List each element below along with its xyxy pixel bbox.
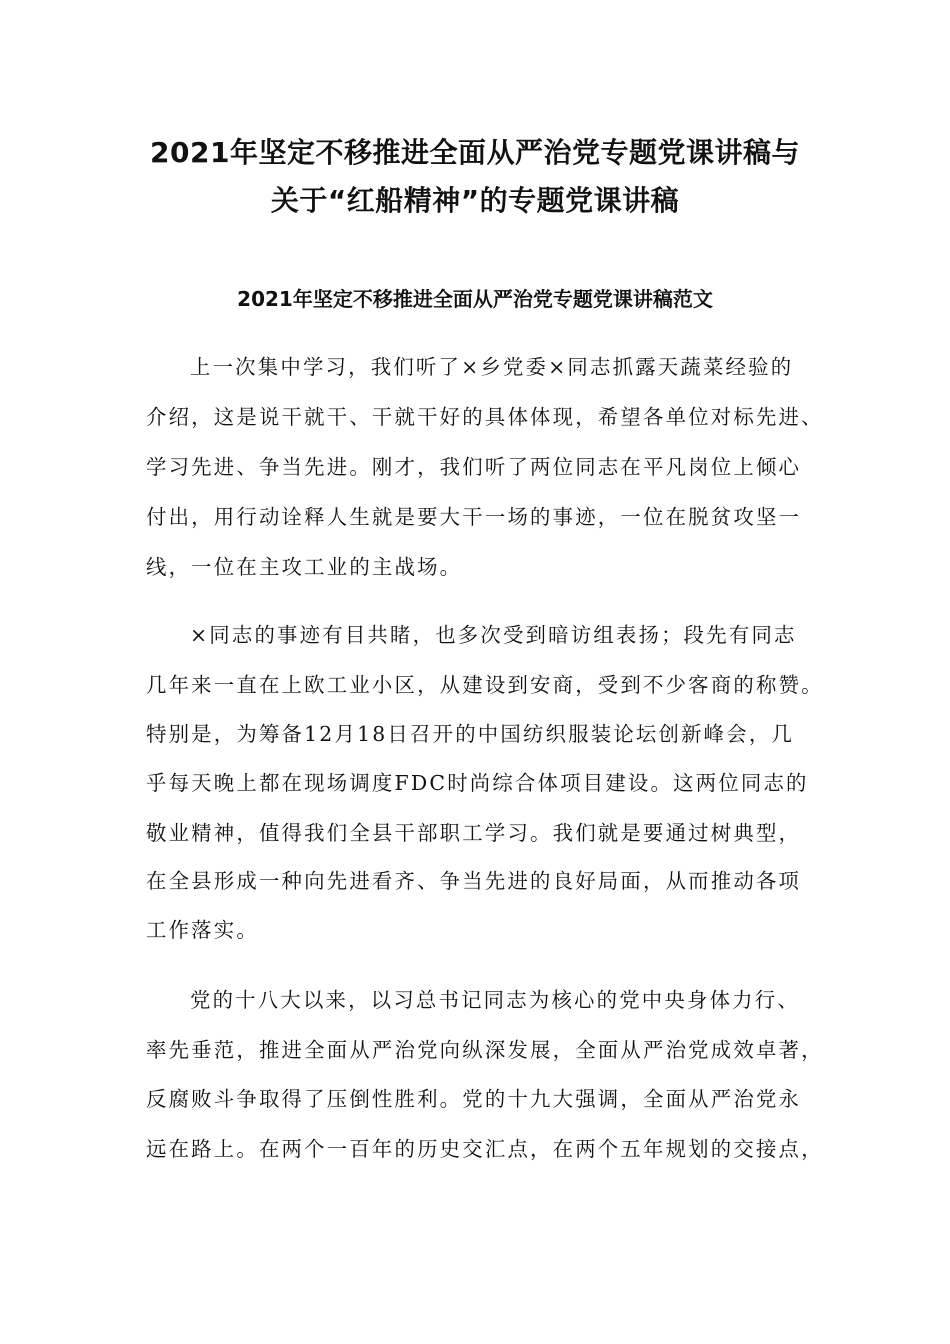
paragraph-line: 在全县形成一种向先进看齐、争当先进的良好局面，从而推动各项 (146, 869, 802, 893)
paragraph-line: 率先垂范，推进全面从严治党向纵深发展，全面从严治党成效卓著， (146, 1038, 824, 1062)
paragraph-line: 线，一位在主攻工业的主战场。 (146, 555, 463, 579)
document-title-line-2: 关于“红船精神”的专题党课讲稿 (270, 184, 680, 217)
section-subtitle: 2021年坚定不移推进全面从严治党专题党课讲稿范文 (237, 287, 713, 311)
paragraph-line: 党的十八大以来，以习总书记同志为核心的党中央身体力行、 (190, 988, 800, 1012)
paragraph-line: ×同志的事迹有目共睹，也多次受到暗访组表扬；段先有同志 (190, 623, 797, 647)
paragraph-line: 敬业精神，值得我们全县干部职工学习。我们就是要通过树典型， (146, 821, 802, 845)
paragraph-line: 付出，用行动诠释人生就是要大干一场的事迹，一位在脱贫攻坚一 (146, 505, 802, 529)
paragraph-line: 反腐败斗争取得了压倒性胜利。党的十九大强调，全面从严治党永 (146, 1087, 802, 1111)
paragraph-line: 特别是，为筹备12月18日召开的中国纺织服装论坛创新峰会，几 (146, 722, 795, 746)
paragraph-line: 介绍，这是说干就干、干就干好的具体体现，希望各单位对标先进、 (146, 405, 824, 429)
paragraph-line: 乎每天晚上都在现场调度FDC时尚综合体项目建设。这两位同志的 (146, 771, 809, 795)
paragraph-line: 上一次集中学习，我们听了×乡党委×同志抓露天蔬菜经验的 (190, 355, 794, 379)
paragraph-line: 学习先进、争当先进。刚才，我们听了两位同志在平凡岗位上倾心 (146, 455, 802, 479)
paragraph-line: 远在路上。在两个一百年的历史交汇点，在两个五年规划的交接点， (146, 1137, 824, 1161)
paragraph-line: 工作落实。 (146, 918, 259, 942)
document-title-line-1: 2021年坚定不移推进全面从严治党专题党课讲稿与 (150, 136, 800, 169)
paragraph-line: 几年来一直在上欧工业小区，从建设到安商，受到不少客商的称赞。 (146, 673, 824, 697)
